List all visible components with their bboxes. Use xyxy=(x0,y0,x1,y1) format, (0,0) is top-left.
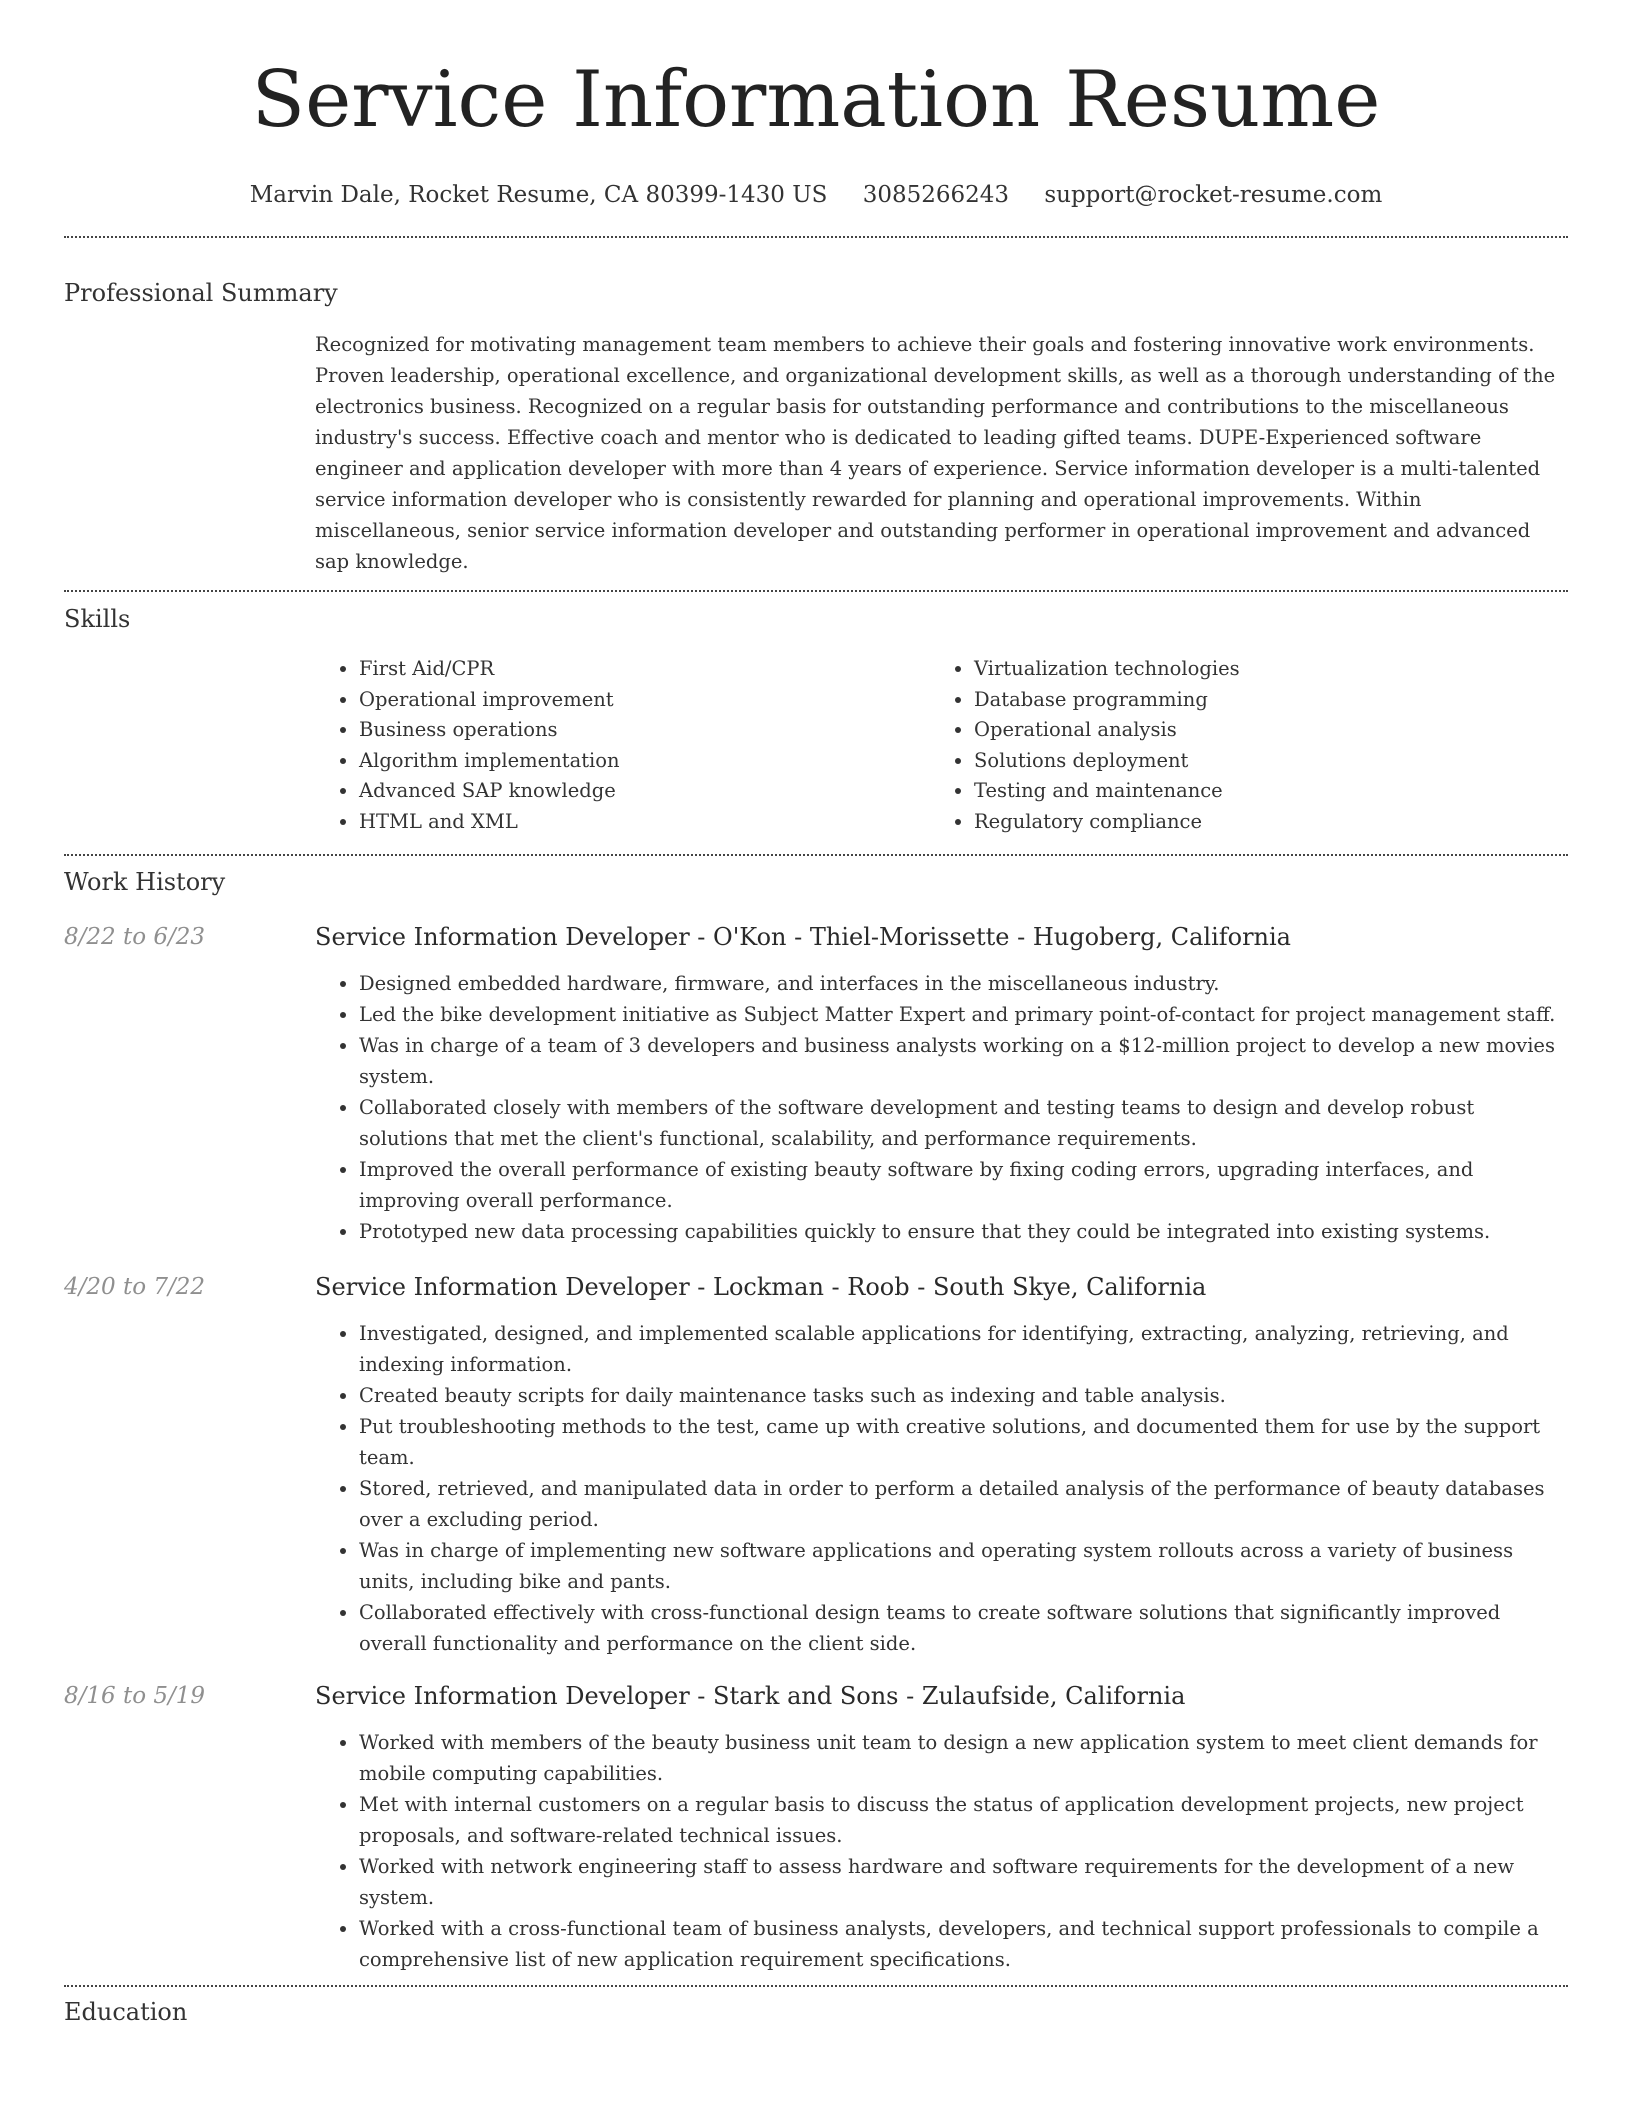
job-entry xyxy=(64,922,1568,1247)
divider xyxy=(64,1985,1568,1987)
skill-item: • HTML and XML xyxy=(359,807,930,838)
contact-address: Marvin Dale, Rocket Resume, CA 80399-1430 US xyxy=(249,182,828,208)
skills-list xyxy=(315,654,1568,837)
job-bullet: • Improved the overall performance of existing beauty software by fixing coding errors, upgrading interfaces, and improving overall performance. xyxy=(359,1154,1568,1216)
job-bullet: • Designed embedded hardware, firmware, and interfaces in the miscellaneous industry. xyxy=(359,968,1568,999)
skill-item: • Testing and maintenance xyxy=(974,776,1545,807)
job-dates: 8/16 to 5/19 xyxy=(64,1683,206,1709)
skills-column-left xyxy=(315,654,930,837)
job-bullet: • Led the bike development initiative as Subject Matter Expert and primary point-of-contact for project management staff. xyxy=(359,999,1568,1030)
job-dates: 8/22 to 6/23 xyxy=(64,924,206,950)
job-bullet-list xyxy=(315,1318,1568,1659)
job-title: Service Information Developer - Lockman - Roob - South Skye, California xyxy=(315,1273,1207,1301)
job-bullet-list xyxy=(315,968,1568,1247)
job-bullet: • Created beauty scripts for daily maintenance tasks such as indexing and table analysis. xyxy=(359,1380,1568,1411)
job-bullet: • Was in charge of implementing new software applications and operating system rollouts across a variety of business units, including bike and pants. xyxy=(359,1535,1568,1597)
section-heading-education: Education xyxy=(64,1998,188,2026)
job-bullet: • Collaborated closely with members of the software development and testing teams to design and develop robust solutions that met the client's functional, scalability, and performance requirements. xyxy=(359,1092,1568,1154)
skill-item: • Solutions deployment xyxy=(974,746,1545,777)
work-history-list xyxy=(64,922,1568,1975)
section-heading-work-history: Work History xyxy=(64,868,226,896)
job-bullet: • Stored, retrieved, and manipulated data in order to perform a detailed analysis of the performance of beauty databases over a excluding period. xyxy=(359,1473,1568,1535)
skill-item: • Business operations xyxy=(359,715,930,746)
skill-item: • Virtualization technologies xyxy=(974,654,1545,685)
job-bullet: • Worked with network engineering staff to assess hardware and software requirements for the development of a new system. xyxy=(359,1851,1568,1913)
summary-text: Recognized for motivating management team members to achieve their goals and fostering innovative work environments. Proven leadership, operational excellence, and organizational development skills, as well as a thorough understanding of the electronics business. Recognized on a regular basis for outstanding performance and contributions to the miscellaneous industry's success. Effective coach and mentor who is dedicated to leading gifted teams. DUPE-Experienced software engineer and application developer with more than 4 years of experience. Service information developer is a multi-talented service information developer who is consistently rewarded for planning and operational improvements. Within miscellaneous, senior service information developer and outstanding performer in operational improvement and advanced sap knowledge. xyxy=(315,333,1556,573)
job-entry xyxy=(64,1681,1568,1975)
job-bullet: • Met with internal customers on a regular basis to discuss the status of application development projects, new project proposals, and software-related technical issues. xyxy=(359,1789,1568,1851)
job-bullet: • Worked with a cross-functional team of business analysts, developers, and technical support professionals to compile a comprehensive list of new application requirement specifications. xyxy=(359,1913,1568,1975)
section-heading-skills: Skills xyxy=(64,605,131,633)
skill-item: • Operational improvement xyxy=(359,685,930,716)
job-dates: 4/20 to 7/22 xyxy=(64,1274,206,1300)
skill-item: • Advanced SAP knowledge xyxy=(359,776,930,807)
skill-item: • Database programming xyxy=(974,685,1545,716)
skill-item: • Operational analysis xyxy=(974,715,1545,746)
job-bullet: • Collaborated effectively with cross-functional design teams to create software solutions that significantly improved overall functionality and performance on the client side. xyxy=(359,1597,1568,1659)
section-heading-summary: Professional Summary xyxy=(64,279,338,307)
job-title: Service Information Developer - Stark and Sons - Zulaufside, California xyxy=(315,1682,1186,1710)
divider xyxy=(64,236,1568,238)
job-bullet: • Investigated, designed, and implemented scalable applications for identifying, extracting, analyzing, retrieving, and indexing information. xyxy=(359,1318,1568,1380)
job-bullet: • Worked with members of the beauty business unit team to design a new application system to meet client demands for mobile computing capabilities. xyxy=(359,1727,1568,1789)
resume-page xyxy=(64,0,1568,2027)
resume-title: Service Information Resume xyxy=(251,55,1381,145)
job-bullet-list xyxy=(315,1727,1568,1975)
skill-item: • Algorithm implementation xyxy=(359,746,930,777)
contact-line xyxy=(64,180,1568,210)
job-bullet: • Put troubleshooting methods to the test, came up with creative solutions, and documented them for use by the support team. xyxy=(359,1411,1568,1473)
job-bullet: • Was in charge of a team of 3 developers and business analysts working on a $12-million project to develop a new movies system. xyxy=(359,1030,1568,1092)
job-title: Service Information Developer - O'Kon - Thiel-Morissette - Hugoberg, California xyxy=(315,923,1291,951)
contact-phone: 3085266243 xyxy=(862,182,1010,208)
skill-item: • First Aid/CPR xyxy=(359,654,930,685)
skills-column-right xyxy=(930,654,1545,837)
divider xyxy=(64,854,1568,856)
divider xyxy=(64,590,1568,592)
contact-email: support@rocket-resume.com xyxy=(1044,182,1383,208)
job-entry xyxy=(64,1272,1568,1659)
job-bullet: • Prototyped new data processing capabilities quickly to ensure that they could be integrated into existing systems. xyxy=(359,1216,1568,1247)
skill-item: • Regulatory compliance xyxy=(974,807,1545,838)
